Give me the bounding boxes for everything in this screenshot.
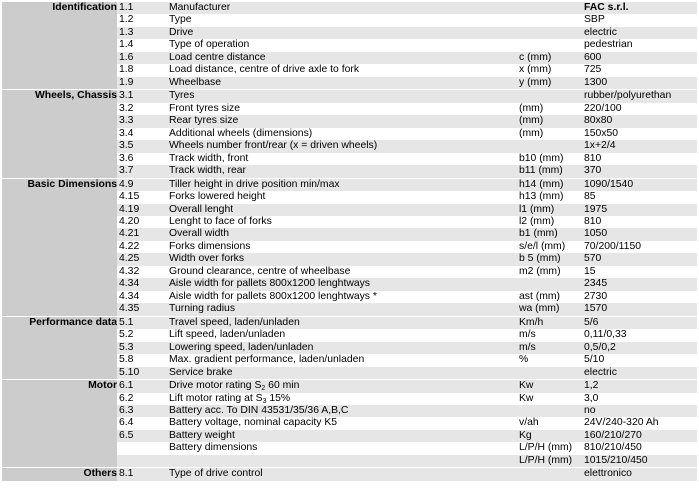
spec-code: 4.32 (117, 266, 167, 278)
spec-unit: Km/h (517, 316, 582, 329)
spec-description: Forks lowered height (167, 191, 517, 203)
spec-code: 4.21 (117, 228, 167, 240)
spec-unit: l2 (mm) (517, 216, 582, 228)
spec-description-suffix: 15% (266, 392, 291, 404)
spec-description: Overall lenght (167, 204, 517, 216)
spec-unit: (mm) (517, 103, 582, 115)
spec-value: 600 (582, 52, 697, 64)
spec-code: 8.1 (117, 467, 167, 480)
spec-table (2, 1, 697, 481)
spec-description: Lenght to face of forks (167, 216, 517, 228)
spec-unit (517, 14, 582, 26)
section-title: Motor (2, 379, 117, 467)
spec-value: FAC s.r.l. (582, 1, 697, 14)
spec-description: Type (167, 14, 517, 26)
spec-value: 70/200/1150 (582, 241, 697, 253)
spec-code: 5.2 (117, 329, 167, 341)
spec-unit (517, 405, 582, 417)
spec-value: SBP (582, 14, 697, 26)
spec-code: 1.3 (117, 27, 167, 39)
spec-code: 6.3 (117, 405, 167, 417)
spec-description: Track width, front (167, 153, 517, 165)
spec-value: 220/100 (582, 103, 697, 115)
spec-code: 5.10 (117, 367, 167, 379)
section-title: Basic Dimensions (2, 178, 117, 316)
spec-unit: b10 (mm) (517, 153, 582, 165)
spec-unit (517, 367, 582, 379)
spec-description: Ground clearance, centre of wheelbase (167, 266, 517, 278)
spec-code (117, 455, 167, 467)
spec-description: Drive (167, 27, 517, 39)
spec-unit: h13 (mm) (517, 191, 582, 203)
spec-description: Type of drive control (167, 467, 517, 480)
spec-code: 1.6 (117, 52, 167, 64)
spec-description: Lowering speed, laden/unladen (167, 342, 517, 354)
spec-description: Aisle width for pallets 800x1200 lenghtways (167, 278, 517, 290)
spec-value: 150x50 (582, 128, 697, 140)
spec-value: elettronico (582, 467, 697, 480)
spec-code: 4.35 (117, 303, 167, 315)
spec-code: 3.7 (117, 165, 167, 177)
spec-unit: (mm) (517, 115, 582, 127)
spec-description: Turning radius (167, 303, 517, 315)
spec-description: Wheels number front/rear (x = driven wheels) (167, 140, 517, 152)
section-title: Others (2, 467, 117, 480)
spec-table-body (2, 1, 697, 481)
spec-code: 5.3 (117, 342, 167, 354)
spec-unit: b1 (mm) (517, 228, 582, 240)
spec-description: Front tyres size (167, 103, 517, 115)
spec-sheet (2, 1, 697, 481)
spec-code: 4.34 (117, 291, 167, 303)
spec-value: 160/210/270 (582, 430, 697, 442)
spec-row (2, 379, 697, 392)
spec-description: Load centre distance (167, 52, 517, 64)
spec-value: 810 (582, 216, 697, 228)
spec-description: Forks dimensions (167, 241, 517, 253)
spec-code: 6.4 (117, 417, 167, 429)
spec-unit: % (517, 354, 582, 366)
spec-code: 1.2 (117, 14, 167, 26)
spec-unit: x (mm) (517, 64, 582, 76)
spec-unit (517, 140, 582, 152)
spec-code: 5.8 (117, 354, 167, 366)
spec-value: 2730 (582, 291, 697, 303)
spec-description: Lift speed, laden/unladen (167, 329, 517, 341)
spec-row (2, 178, 697, 191)
spec-description (167, 455, 517, 467)
spec-code: 3.1 (117, 89, 167, 102)
spec-value: 810/210/450 (582, 442, 697, 454)
spec-unit: m/s (517, 329, 582, 341)
section-title: Wheels, Chassis (2, 89, 117, 177)
spec-unit: c (mm) (517, 52, 582, 64)
spec-value: 1300 (582, 77, 697, 89)
spec-row (2, 316, 697, 329)
spec-value: 1975 (582, 204, 697, 216)
spec-unit: h14 (mm) (517, 178, 582, 191)
spec-value: 80x80 (582, 115, 697, 127)
spec-description: Travel speed, laden/unladen (167, 316, 517, 329)
spec-code: 4.15 (117, 191, 167, 203)
spec-description: Aisle width for pallets 800x1200 lenghtways * (167, 291, 517, 303)
spec-code: 6.1 (117, 379, 167, 392)
spec-value: 0,5/0,2 (582, 342, 697, 354)
spec-description-subscript: 2 (261, 385, 266, 393)
spec-unit: L/P/H (mm) (517, 442, 582, 454)
spec-value: electric (582, 367, 697, 379)
spec-code: 4.25 (117, 253, 167, 265)
spec-row (2, 89, 697, 102)
spec-unit: m/s (517, 342, 582, 354)
spec-value: 1015/210/450 (582, 455, 697, 467)
spec-code: 6.2 (117, 393, 167, 405)
spec-value: 5/6 (582, 316, 697, 329)
spec-unit: y (mm) (517, 77, 582, 89)
spec-code: 5.1 (117, 316, 167, 329)
spec-description-text: Lift motor rating at S (169, 392, 263, 404)
section-title: Performance data (2, 316, 117, 379)
spec-value: no (582, 405, 697, 417)
spec-value: 24V/240-320 Ah (582, 417, 697, 429)
spec-unit: s/e/l (mm) (517, 241, 582, 253)
spec-description: Battery voltage, nominal capacity K5 (167, 417, 517, 429)
spec-unit: Kw (517, 393, 582, 405)
spec-unit: Kw (517, 379, 582, 392)
spec-unit: L/P/H (mm) (517, 455, 582, 467)
spec-unit: ast (mm) (517, 291, 582, 303)
spec-description: Rear tyres size (167, 115, 517, 127)
spec-code: 3.2 (117, 103, 167, 115)
spec-code: 4.20 (117, 216, 167, 228)
spec-code: 6.5 (117, 430, 167, 442)
spec-value: 0,11/0,33 (582, 329, 697, 341)
spec-description-suffix: 60 min (265, 380, 300, 392)
spec-value: 5/10 (582, 354, 697, 366)
spec-unit: (mm) (517, 128, 582, 140)
spec-unit: b 5 (mm) (517, 253, 582, 265)
spec-description: Type of operation (167, 39, 517, 51)
spec-row (2, 467, 697, 480)
spec-value: 810 (582, 153, 697, 165)
spec-code: 1.8 (117, 64, 167, 76)
spec-description-text: Drive motor rating S (169, 380, 262, 392)
spec-description: Load distance, centre of drive axle to fork (167, 64, 517, 76)
spec-description: Max. gradient performance, laden/unladen (167, 354, 517, 366)
spec-value: 1570 (582, 303, 697, 315)
spec-unit: m2 (mm) (517, 266, 582, 278)
spec-value: 725 (582, 64, 697, 76)
spec-description: Manufacturer (167, 1, 517, 14)
spec-description: Tiller height in drive position min/max (167, 178, 517, 191)
spec-description (167, 379, 517, 392)
spec-description: Additional wheels (dimensions) (167, 128, 517, 140)
spec-code (117, 442, 167, 454)
section-title: Identification (2, 1, 117, 89)
spec-unit (517, 89, 582, 102)
spec-code: 1.1 (117, 1, 167, 14)
spec-unit (517, 39, 582, 51)
spec-value: 570 (582, 253, 697, 265)
spec-code: 3.5 (117, 140, 167, 152)
spec-unit: l1 (mm) (517, 204, 582, 216)
spec-value: 370 (582, 165, 697, 177)
spec-code: 4.19 (117, 204, 167, 216)
spec-unit (517, 278, 582, 290)
spec-description: Battery dimensions (167, 442, 517, 454)
spec-description: Width over forks (167, 253, 517, 265)
spec-value: 1050 (582, 228, 697, 240)
spec-value: 1,2 (582, 379, 697, 392)
spec-value: rubber/polyurethan (582, 89, 697, 102)
spec-unit (517, 27, 582, 39)
spec-description-subscript: 3 (262, 397, 267, 405)
spec-value: electric (582, 27, 697, 39)
spec-value: 1x+2/4 (582, 140, 697, 152)
spec-description: Wheelbase (167, 77, 517, 89)
spec-value: 1090/1540 (582, 178, 697, 191)
spec-description: Battery weight (167, 430, 517, 442)
spec-description: Battery acc. To DIN 43531/35/36 A,B,C (167, 405, 517, 417)
spec-description (167, 393, 517, 405)
spec-code: 4.34 (117, 278, 167, 290)
spec-value: 85 (582, 191, 697, 203)
spec-row (2, 1, 697, 14)
spec-value: 2345 (582, 278, 697, 290)
spec-unit: v/ah (517, 417, 582, 429)
spec-unit: wa (mm) (517, 303, 582, 315)
spec-description: Tyres (167, 89, 517, 102)
spec-unit: Kg (517, 430, 582, 442)
spec-code: 3.6 (117, 153, 167, 165)
spec-description: Service brake (167, 367, 517, 379)
spec-code: 4.9 (117, 178, 167, 191)
spec-value: 15 (582, 266, 697, 278)
spec-value: 3,0 (582, 393, 697, 405)
spec-code: 1.9 (117, 77, 167, 89)
spec-description: Track width, rear (167, 165, 517, 177)
spec-unit: b11 (mm) (517, 165, 582, 177)
spec-description: Overall width (167, 228, 517, 240)
spec-code: 1.4 (117, 39, 167, 51)
spec-unit (517, 1, 582, 14)
spec-unit (517, 467, 582, 480)
spec-code: 3.4 (117, 128, 167, 140)
spec-code: 3.3 (117, 115, 167, 127)
spec-value: pedestrian (582, 39, 697, 51)
spec-code: 4.22 (117, 241, 167, 253)
